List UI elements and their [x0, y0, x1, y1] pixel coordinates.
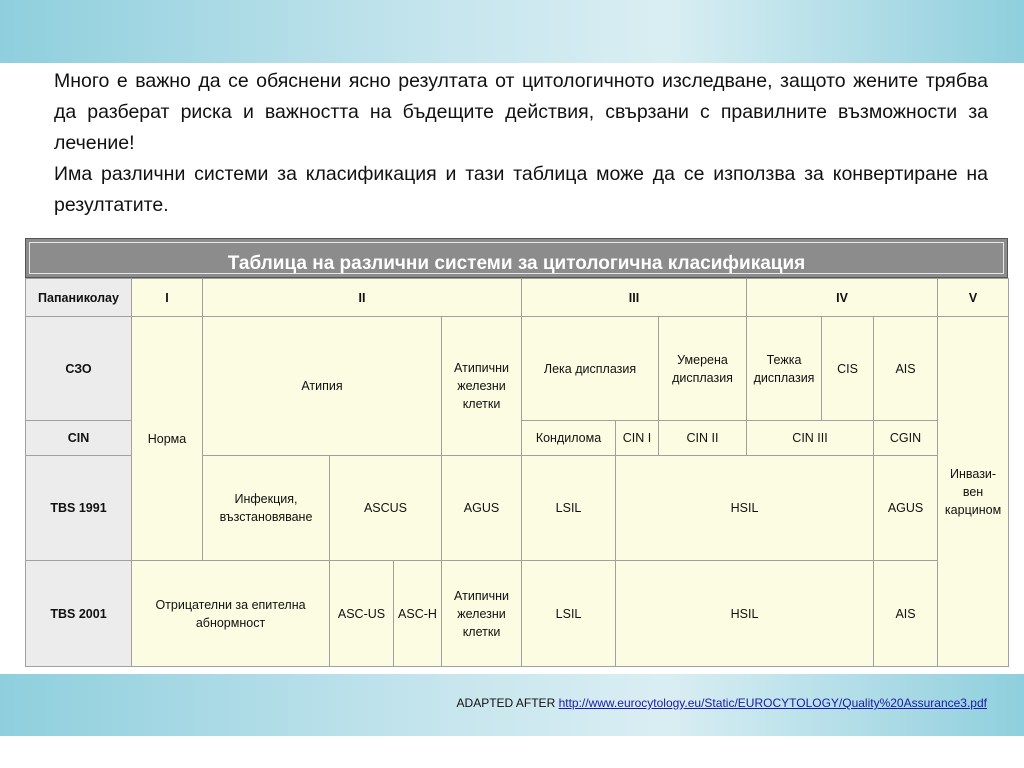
cell-cin-condyloma: Кондилома [522, 421, 616, 456]
cell-tbs2001-asc-h: ASC-H [394, 561, 442, 667]
cell-tbs2001-negative: Отрицателни за епителна абнормност [132, 561, 330, 667]
intro-paragraph-1: Много е важно да се обяснени ясно резултата от цитологичното изследване, защото жените трябва да разберат риска и важността на бъдещите действия, свързани с правилните възможности за лечение! [54, 70, 988, 154]
cell-tbs1991-ascus: ASCUS [330, 456, 442, 561]
table-row [26, 317, 1009, 421]
row-header-who: СЗО [26, 317, 132, 421]
cell-who-mild-dysplasia: Лека дисплазия [522, 317, 659, 421]
pap-class-v: V [938, 279, 1009, 317]
row-header-tbs-1991: TBS 1991 [26, 456, 132, 561]
cell-tbs2001-lsil: LSIL [522, 561, 616, 667]
cell-norma: Норма [132, 317, 203, 561]
cell-who-ais: AIS [874, 317, 938, 421]
pap-class-ii: II [203, 279, 522, 317]
classification-table-wrapper [25, 238, 1008, 666]
cell-tbs2001-asc-us: ASC-US [330, 561, 394, 667]
header-band [0, 0, 1024, 63]
row-header-cin: CIN [26, 421, 132, 456]
cell-who-moderate-dysplasia: Умерена дисплазия [659, 317, 747, 421]
cell-cin-3: CIN III [747, 421, 874, 456]
cell-tbs2001-ais: AIS [874, 561, 938, 667]
cell-tbs1991-infection: Инфекция, възстановяване [203, 456, 330, 561]
table-row [26, 279, 1009, 317]
cell-cin-2: CIN II [659, 421, 747, 456]
cell-tbs1991-hsil: HSIL [616, 456, 874, 561]
cell-who-atypical-glandular: Атипични железни клетки [442, 317, 522, 456]
cell-cin-1: CIN I [616, 421, 659, 456]
cell-who-severe-dysplasia: Тежка дисплазия [747, 317, 822, 421]
intro-text [54, 66, 988, 221]
cell-tbs1991-agus: AGUS [442, 456, 522, 561]
cell-tbs2001-hsil: HSIL [616, 561, 874, 667]
cell-invasive-carcinoma: Инвази-вен карцином [938, 317, 1009, 667]
row-header-papanicolaou: Папаниколау [26, 279, 132, 317]
pap-class-iv: IV [747, 279, 938, 317]
source-credit [457, 696, 987, 710]
source-link[interactable]: http://www.eurocytology.eu/Static/EUROCYTOLOGY/Quality%20Assurance3.pdf [558, 696, 987, 710]
pap-class-iii: III [522, 279, 747, 317]
cell-who-cis: CIS [822, 317, 874, 421]
classification-table [25, 278, 1009, 667]
cell-who-atypia: Атипия [203, 317, 442, 456]
intro-paragraph-2: Има различни системи за класификация и тази таблица може да се използва за конвертиране на резултатите. [54, 163, 988, 216]
table-title: Таблица на различни системи за цитологична класификация [227, 253, 806, 274]
cell-cin-cgin: CGIN [874, 421, 938, 456]
cell-tbs2001-atypical-glandular: Атипични железни клетки [442, 561, 522, 667]
cell-tbs1991-lsil: LSIL [522, 456, 616, 561]
source-prefix: ADAPTED AFTER [456, 696, 556, 710]
table-title-bar [25, 238, 1008, 278]
row-header-tbs-2001: TBS 2001 [26, 561, 132, 667]
pap-class-i: I [132, 279, 203, 317]
title-inner-border [29, 242, 1004, 274]
table-row [26, 561, 1009, 667]
cell-tbs1991-agus-glandular: AGUS [874, 456, 938, 561]
